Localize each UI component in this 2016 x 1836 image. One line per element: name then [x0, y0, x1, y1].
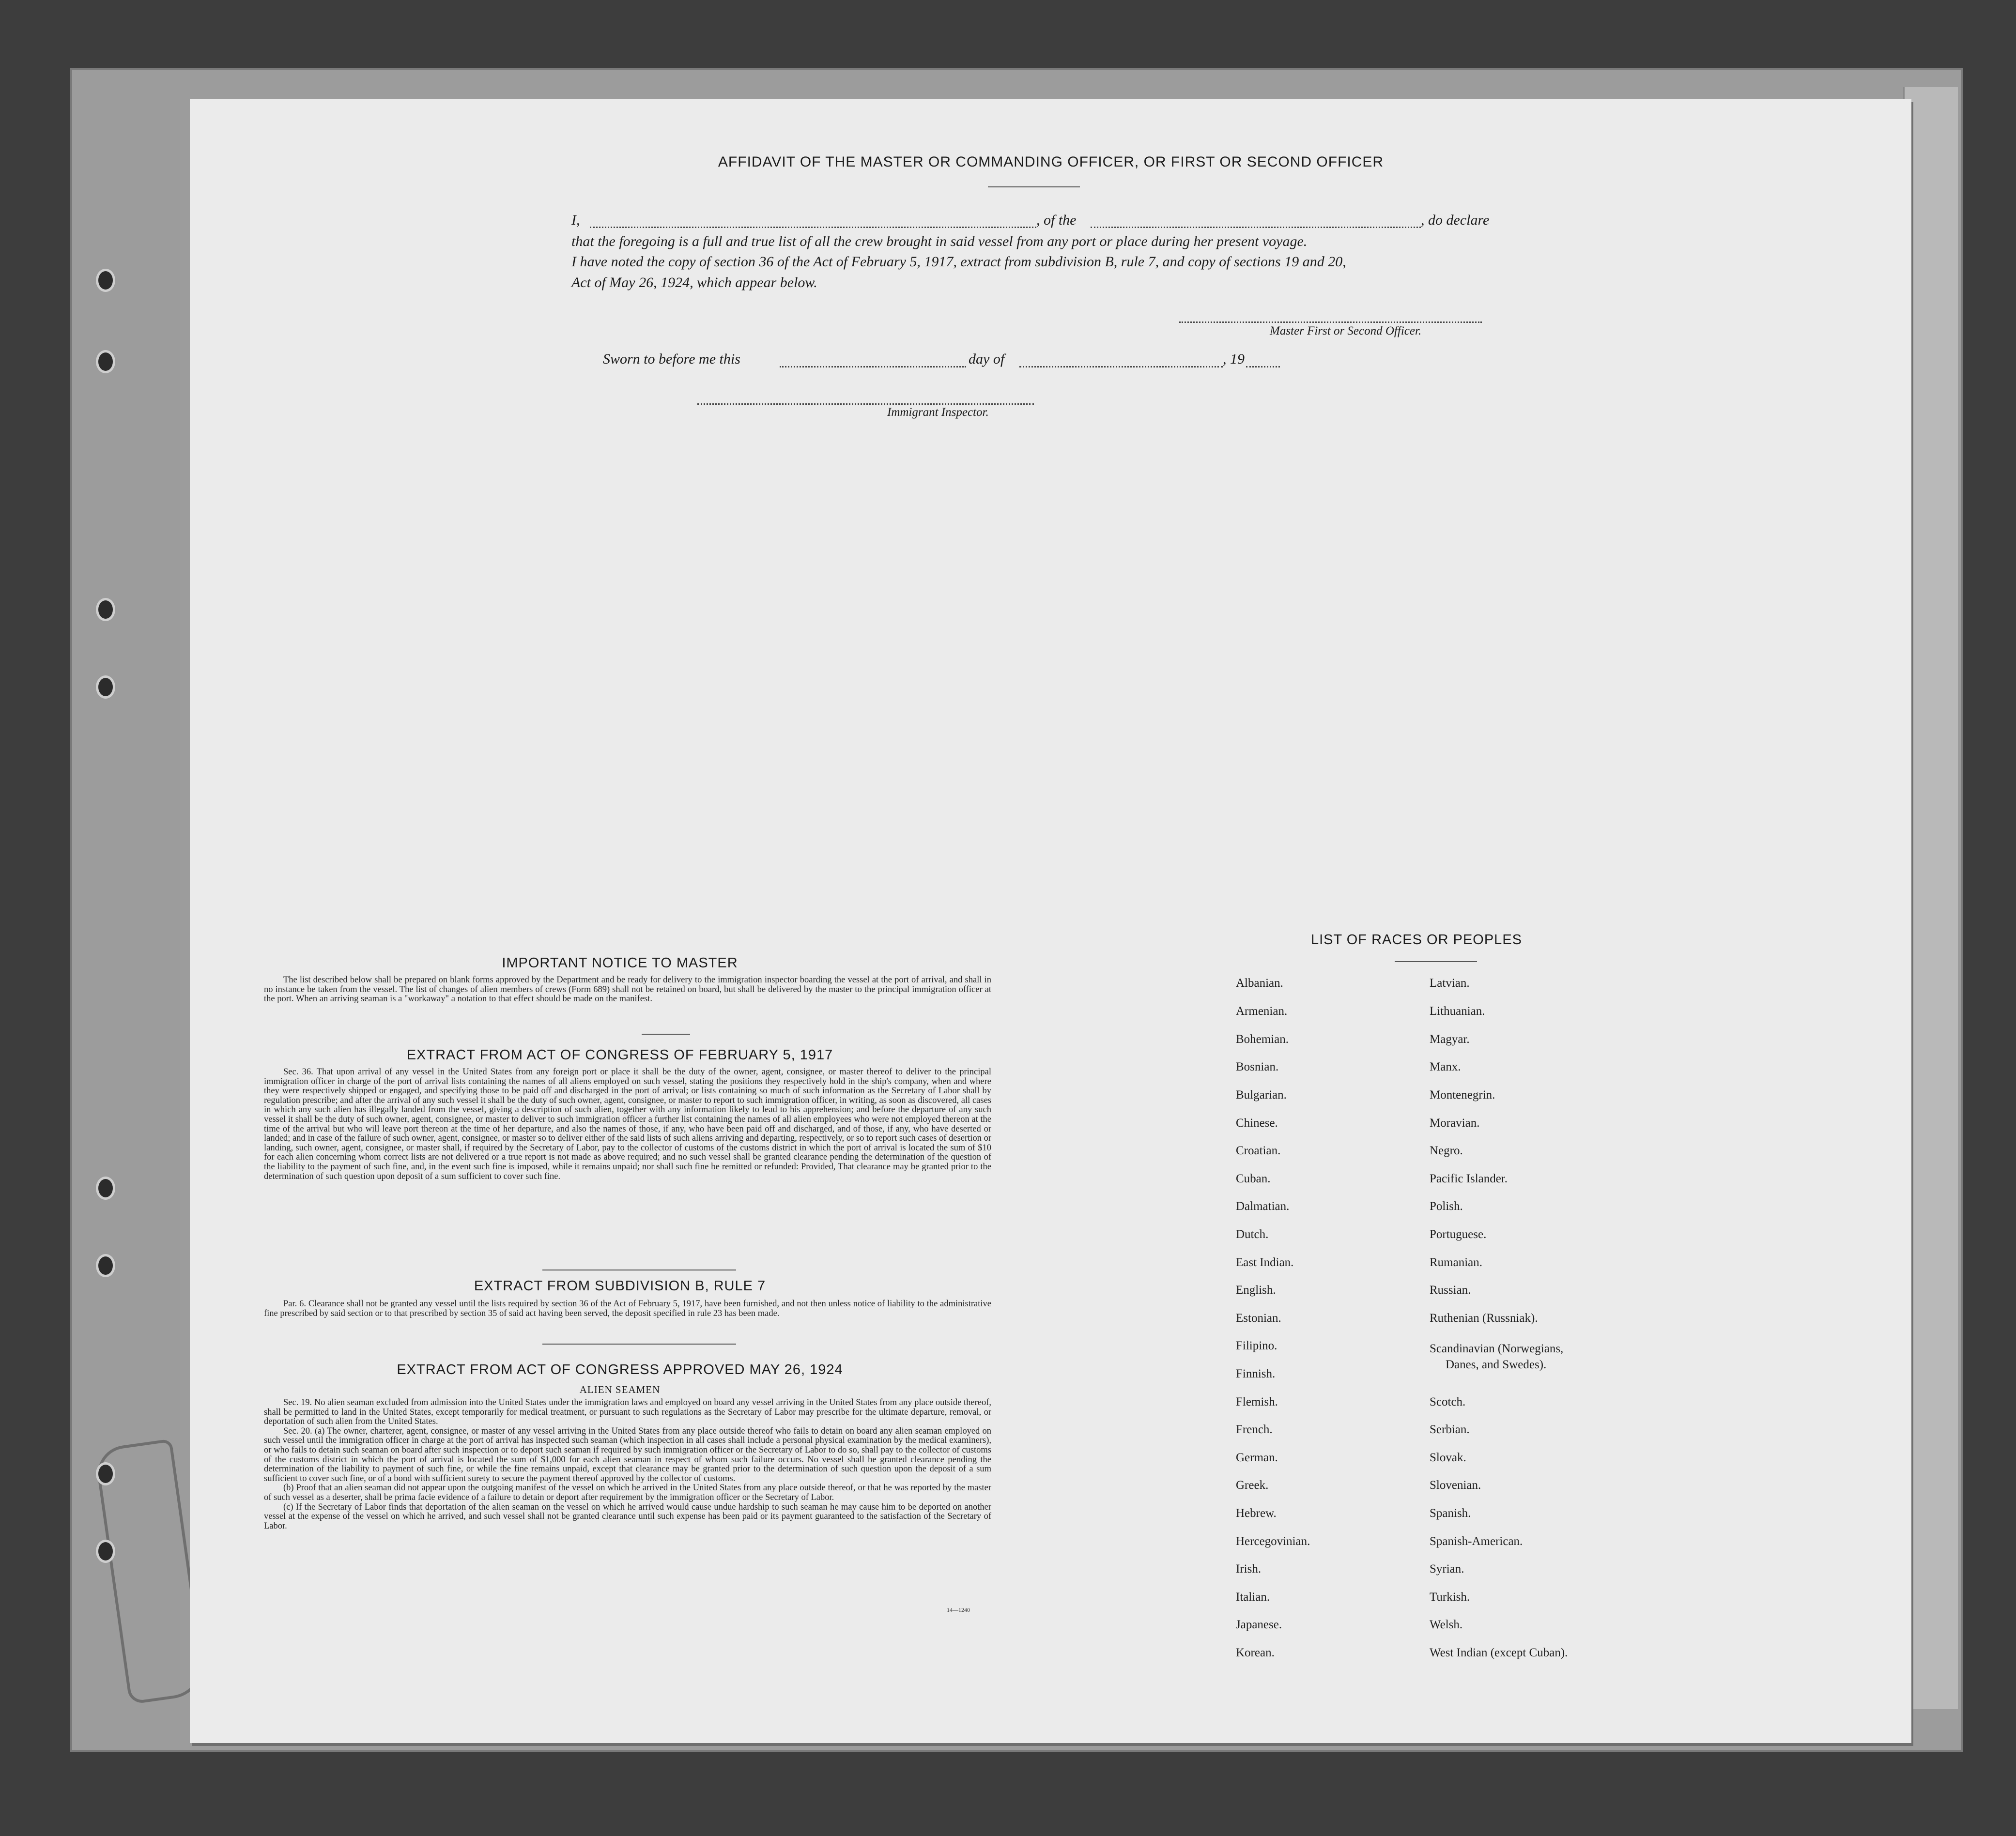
race-item: Polish.	[1430, 1200, 1463, 1213]
notice-paragraph: The list described below shall be prepared on blank forms approved by the Department and be ready for delivery to the immigration inspector boarding the vessel at the port of arrival, and shall in no instance be taken from the vessel. The list of changes of alien members of crews (Form 689) shall not be retained on board, but shall be delivered by the master to the principal immigration officer at the port. When an arriving seaman is a "workaway" a notation to that effect should be made on the manifest.	[264, 975, 991, 1004]
race-item: Manx.	[1430, 1060, 1461, 1073]
affidavit-of-the: , of the	[1036, 212, 1077, 228]
title-rule	[988, 186, 1080, 187]
punch-hole	[96, 1462, 115, 1485]
race-item: Slovenian.	[1430, 1479, 1481, 1492]
sec-20a-paragraph: Sec. 20. (a) The owner, charterer, agent, consignee, or master of any vessel arriving in the United States from any place outside thereof who fails to detain on board any alien seaman employed on such vessel until the immigration officer in charge at the port of arrival has inspected such seaman (which inspection in all cases shall include a personal physical examination by the medical examiners), or who fails to detain such seaman on board after such inspection or to deport such seaman if required by such immigration officer or the Secretary of Labor to do so, shall pay to the collector of customs of the customs district in which the port of arrival is located the sum of $1,000 for each alien seaman in respect of whom such failure occurs. No vessel shall be granted clearance pending the determination of the liability to payment of such fine, or while the fine remains unpaid, except that clearance may be granted prior to the determination of such question upon the deposit of a sum sufficient to cover such fine, or of a bond with sufficient surety to secure the payment thereof approved by the collector of customs.	[264, 1426, 991, 1484]
punch-hole	[96, 675, 115, 699]
race-item: Dalmatian.	[1236, 1200, 1290, 1213]
extract-1917-title: EXTRACT FROM ACT OF CONGRESS OF FEBRUARY 5, 1917	[406, 1047, 833, 1063]
race-item: Irish.	[1236, 1562, 1262, 1576]
race-item: Japanese.	[1236, 1618, 1282, 1631]
race-item: Latvian.	[1430, 977, 1470, 990]
punch-hole	[96, 1540, 115, 1563]
race-item: Turkish.	[1430, 1591, 1470, 1604]
race-item: Ruthenian (Russniak).	[1430, 1312, 1538, 1325]
race-item: Syrian.	[1430, 1562, 1464, 1576]
punch-hole	[96, 1254, 115, 1277]
races-title-rule	[1395, 961, 1477, 962]
race-item: Portuguese.	[1430, 1228, 1487, 1241]
race-item: Finnish.	[1236, 1367, 1276, 1380]
master-signature-caption: Master First or Second Officer.	[1270, 324, 1422, 337]
race-item: Bosnian.	[1236, 1060, 1279, 1073]
race-item: Russian.	[1430, 1284, 1471, 1297]
race-item: Slovak.	[1430, 1451, 1466, 1464]
section-rule	[542, 1344, 736, 1345]
par-6-paragraph: Par. 6. Clearance shall not be granted any vessel until the lists required by section 36 of the Act of February 5, 1917, have been furnished, and not then unless notice of liability to the administrative fine prescribed by said section or to that prescribed by section 35 of said act having been served, the deposit specified in rule 23 has been made.	[264, 1299, 991, 1318]
master-signature-line	[1179, 321, 1482, 323]
section-rule	[642, 1034, 690, 1035]
punch-hole	[96, 350, 115, 373]
race-item: Estonian.	[1236, 1312, 1281, 1325]
race-item: Pacific Islander.	[1430, 1172, 1508, 1185]
affidavit-title: AFFIDAVIT OF THE MASTER OR COMMANDING OFFICER, OR FIRST OR SECOND OFFICER	[718, 154, 1384, 170]
race-item: Spanish.	[1430, 1507, 1471, 1520]
race-item: Cuban.	[1236, 1172, 1271, 1185]
rule7-text	[264, 1300, 991, 1318]
race-item: Greek.	[1236, 1479, 1269, 1492]
punch-hole	[96, 1177, 115, 1200]
race-item: Moravian.	[1430, 1117, 1480, 1130]
sworn-year: , 19	[1223, 351, 1245, 367]
extract-1924-text	[264, 1398, 991, 1531]
race-item: Serbian.	[1430, 1423, 1470, 1436]
race-item: English.	[1236, 1284, 1276, 1297]
sworn-year-blank	[1246, 366, 1280, 367]
race-item: Negro.	[1430, 1144, 1463, 1157]
form-number: 14—1240	[947, 1606, 970, 1613]
notice-title: IMPORTANT NOTICE TO MASTER	[502, 955, 738, 971]
race-item: Welsh.	[1430, 1618, 1463, 1631]
race-item: Hebrew.	[1236, 1507, 1277, 1520]
race-item: Dutch.	[1236, 1228, 1269, 1241]
affidavit-line2: that the foregoing is a full and true list of all the crew brought in said vessel from any port or place during her present voyage.	[571, 233, 1308, 249]
notice-text	[264, 976, 991, 1004]
race-item: Flemish.	[1236, 1395, 1278, 1408]
sworn-date-blank	[780, 366, 966, 367]
vessel-blank	[1091, 227, 1421, 228]
sec-20c-paragraph: (c) If the Secretary of Labor finds that deportation of the alien seaman on the vessel on which he arrived would cause undue hardship to such seaman he may cause him to be deported on another vessel at the expense of the vessel on which he arrived, and such vessel shall not be granted clearance until such expense has been paid or its payment guaranteed to the satisfaction of the Secretary of Labor.	[264, 1502, 991, 1531]
race-item: Armenian.	[1236, 1005, 1288, 1018]
race-item: French.	[1236, 1423, 1273, 1436]
race-item: Danes, and Swedes).	[1446, 1358, 1547, 1371]
race-item: Scotch.	[1430, 1395, 1466, 1408]
affidavit-line3: I have noted the copy of section 36 of the Act of February 5, 1917, extract from subdivision B, rule 7, and copy of sections 19 and 20,	[571, 254, 1346, 270]
race-item: Filipino.	[1236, 1339, 1277, 1352]
section-36-paragraph: Sec. 36. That upon arrival of any vessel in the United States from any foreign port or place it shall be the duty of the owner, agent, consignee, or master thereof to deliver to the principal immigration officer in charge of the port of arrival lists containing the names of all aliens employed on such vessel, stating the positions they respectively hold in the ship's company, when and where they were respectively shipped or engaged, and specifying those to be paid off and discharged in the port of arrival; or lists containing so much of such information as the Secretary of Labor shall by regulation prescribe; and after the arrival of any such vessel it shall be the duty of such owner, agent, consignee, or master to report to such immigration officer, in writing, as soon as discovered, all cases in which any such alien has illegally landed from the vessel, giving a description of such alien, together with any information likely to lead to his apprehension; and before the departure of any such vessel it shall be the duty of such owner, agent, consignee, or master to deliver to such immigration officer a further list containing the names of all alien employees who were not employed thereon at the time of the arrival but who will leave port thereon at the time of her departure, and also the names of those, if any, who have been paid off and discharged, and of those, if any, who have deserted or landed; and in case of the failure of such owner, agent, consignee, or master so to deliver either of the said lists of such aliens arriving and departing, respectively, or so to report such cases of desertion or landing, such owner, agent, consignee, or master shall, if required by the Secretary of Labor, pay to the collector of customs of the customs district in which the port of arrival is located the sum of $10 for each alien concerning whom correct lists are not delivered or a true report is not made as above required; and no such vessel shall be granted clearance pending the determination of the question of the liability to the payment of such fine, and, in the event such fine is imposed, while it remains unpaid; nor shall such fine be remitted or refunded: Provided, That clearance may be granted prior to the determination of such question upon deposit of a sum sufficient to cover such fine.	[264, 1067, 991, 1181]
race-item: Italian.	[1236, 1591, 1270, 1604]
sec-19-paragraph: Sec. 19. No alien seaman excluded from admission into the United States under the immigration laws and employed on board any vessel arriving in the United States from any place outside thereof, shall be permitted to land in the United States, except temporarily for medical treatment, or pursuant to such regulations as the Secretary of Labor may prescribe for the ultimate departure, removal, or deportation of such alien from the United States.	[264, 1398, 991, 1427]
race-item: Montenegrin.	[1430, 1088, 1495, 1102]
races-title: LIST OF RACES OR PEOPLES	[1310, 932, 1523, 948]
race-item: Croatian.	[1236, 1144, 1281, 1157]
race-item: Magyar.	[1430, 1033, 1470, 1046]
inspector-caption: Immigrant Inspector.	[887, 406, 989, 419]
sworn-day-of: day of	[969, 351, 1005, 367]
race-item: Spanish-American.	[1430, 1535, 1523, 1548]
race-item: East Indian.	[1236, 1256, 1294, 1269]
race-item: Scandinavian (Norwegians,	[1430, 1342, 1564, 1355]
race-item: Hercegovinian.	[1236, 1535, 1310, 1548]
affidavit-i-label: I,	[571, 212, 580, 228]
race-item: West Indian (except Cuban).	[1430, 1646, 1568, 1659]
sworn-label: Sworn to before me this	[603, 351, 740, 367]
punch-hole	[96, 269, 115, 292]
race-item: Bulgarian.	[1236, 1088, 1287, 1102]
punch-hole	[96, 598, 115, 621]
rule7-title: EXTRACT FROM SUBDIVISION B, RULE 7	[474, 1278, 766, 1294]
race-item: German.	[1236, 1451, 1278, 1464]
affidavit-do-declare: , do declare	[1421, 212, 1490, 228]
extract-1924-title: EXTRACT FROM ACT OF CONGRESS APPROVED MAY 26, 1924	[397, 1362, 843, 1377]
race-item: Chinese.	[1236, 1117, 1278, 1130]
race-item: Korean.	[1236, 1646, 1275, 1659]
name-blank	[590, 227, 1036, 228]
alien-seamen-subtitle: ALIEN SEAMEN	[579, 1384, 661, 1395]
inspector-signature-line	[697, 403, 1034, 405]
race-item: Bohemian.	[1236, 1033, 1289, 1046]
race-item: Lithuanian.	[1430, 1005, 1485, 1018]
sworn-month-blank	[1019, 366, 1223, 367]
extract-1917-text	[264, 1068, 991, 1181]
sec-20b-paragraph: (b) Proof that an alien seaman did not appear upon the outgoing manifest of the vessel on which he arrived in the United States from any place outside thereof, or that he was reported by the master of such vessel as a deserter, shall be prima facie evidence of a failure to detain or deport after requirement by the immigration officer or the Secretary of Labor.	[264, 1483, 991, 1502]
affidavit-line4: Act of May 26, 1924, which appear below.	[571, 275, 817, 291]
race-item: Albanian.	[1236, 977, 1283, 990]
race-item: Rumanian.	[1430, 1256, 1483, 1269]
